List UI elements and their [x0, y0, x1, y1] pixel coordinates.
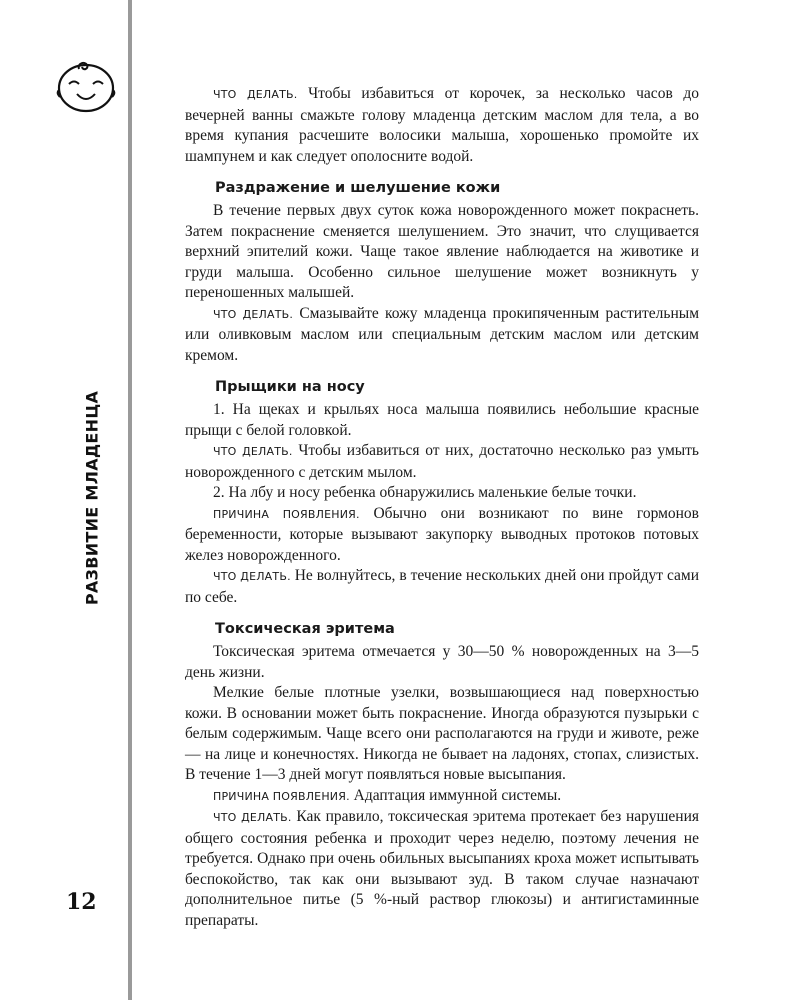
- paragraph: [185, 441, 699, 483]
- paragraph-text: Смазывайте кожу младенца прокипяченным растительным или оливковым маслом или специальным детским маслом или детским кремом.: [185, 304, 700, 364]
- baby-face-icon: [55, 57, 117, 115]
- paragraph: [185, 84, 699, 167]
- paragraph: 1. На щеках и крыльях носа малыша появились небольшие красные прыщи с белой головкой.: [185, 401, 699, 439]
- paragraph-text: Чтобы избавиться от них, достаточно несколько раз умыть новорожденного с детским мылом.: [185, 442, 700, 481]
- paragraph: [185, 504, 699, 567]
- paragraph-label: ЧТО ДЕЛАТЬ.: [213, 811, 292, 824]
- paragraph-text: Обычно они возникают по вине гормонов беременности, которые вызывают закупорку выводных протоков потовых желез новорожденного.: [185, 504, 700, 564]
- paragraph: Мелкие белые плотные узелки, возвышающиеся над поверхностью кожи. В основании может быть покраснение. Иногда образуются пузырьки с белым содержимым. Чаще всего они располагаются на груди и животе, реже — на лице и конечностях. Никогда не бывает на ладонях, стопах, слизистых. В течение 1—3 дней могут появляться новые высыпания.: [185, 684, 699, 783]
- page-number: 12: [66, 889, 97, 915]
- paragraph: В течение первых двух суток кожа новорожденного может покраснеть. Затем покраснение сменяется шелушением. Это значит, что слущивается верхний эпителий кожи. Чаще такое явление наблюдается на животике и груди малыша. Особенно сильное шелушение может возникнуть у переношенных малышей.: [185, 202, 699, 301]
- paragraph-label: ПРИЧИНА ПОЯВЛЕНИЯ.: [213, 789, 350, 803]
- paragraph: [185, 786, 699, 808]
- article-body: [185, 84, 699, 931]
- paragraph-label: ЧТО ДЕЛАТЬ.: [213, 88, 298, 101]
- paragraph-text: Как правило, токсическая эритема протекает без нарушения общего состояния ребенка и проходит через неделю, поэтому лечения не требуется. Однако при очень обильных высыпаниях кроха может испытывать беспокойство, так как они вызывают зуд. В таком случае назначают дополнительное питье (5 %-ный раствор глюкозы) и антигистаминные препараты.: [185, 808, 699, 929]
- paragraph: Токсическая эритема отмечается у 30—50 % новорожденных на 3—5 день жизни.: [185, 643, 699, 681]
- paragraph-text: Чтобы избавиться от корочек, за несколько часов до вечерней ванны смажьте голову младенца детским маслом для тела, а во время купания расчешите волосики малыша, хорошенько промойте их шампунем и как следует ополосните водой.: [185, 85, 700, 165]
- paragraph-text: Не волнуйтесь, в течение нескольких дней они пройдут сами по себе.: [185, 567, 700, 606]
- paragraph-label: ЧТО ДЕЛАТЬ.: [213, 570, 291, 583]
- paragraph-label: ПРИЧИНА ПОЯВЛЕНИЯ.: [213, 507, 360, 521]
- section-title: РАЗВИТИЕ МЛАДЕНЦА: [82, 390, 102, 606]
- paragraph: [185, 304, 699, 367]
- sidebar-divider: [128, 0, 132, 1000]
- section-heading: Прыщики на носу: [215, 379, 365, 395]
- paragraph-label: ЧТО ДЕЛАТЬ.: [213, 307, 294, 321]
- paragraph-text: Адаптация иммунной системы.: [349, 786, 562, 804]
- paragraph: [185, 807, 699, 931]
- paragraph-label: ЧТО ДЕЛАТЬ.: [213, 445, 293, 458]
- paragraph: 2. На лбу и носу ребенка обнаружились маленькие белые точки.: [213, 484, 637, 501]
- paragraph: [185, 566, 699, 608]
- section-heading: Раздражение и шелушение кожи: [215, 180, 501, 196]
- section-heading: Токсическая эритема: [215, 621, 395, 637]
